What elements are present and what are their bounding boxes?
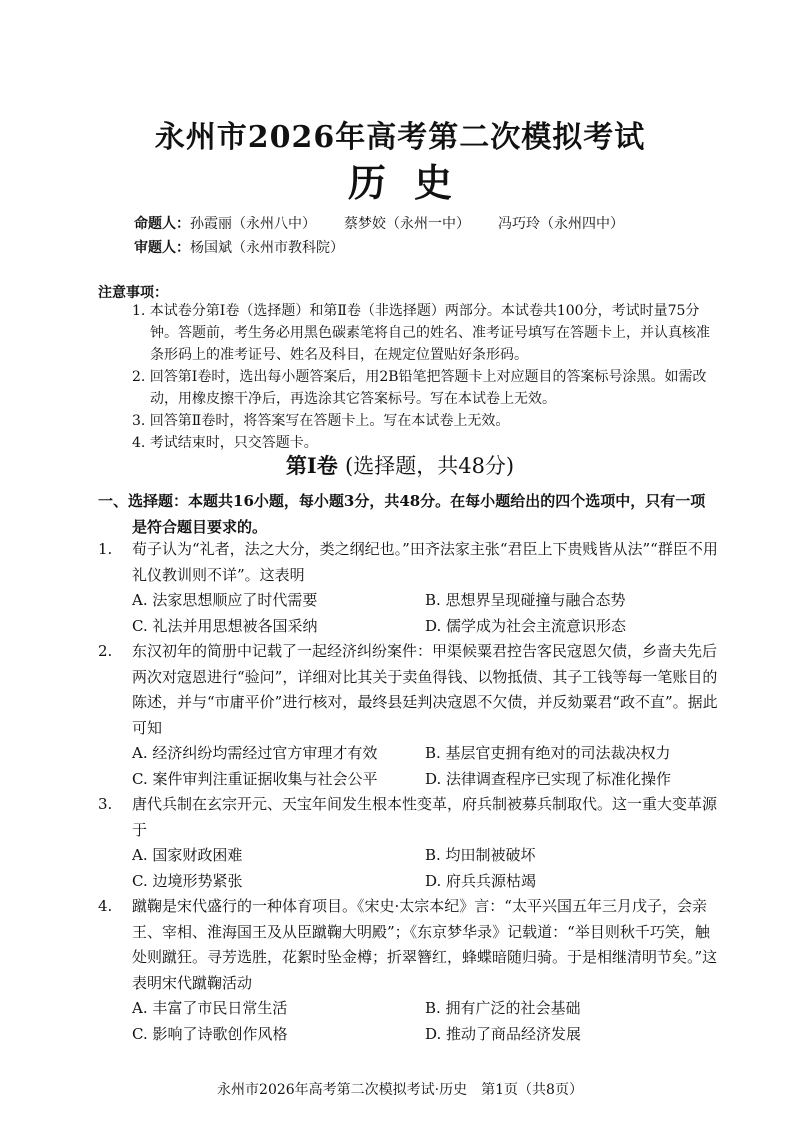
notice-item: 2. 回答第Ⅰ卷时，选出每小题答案后，用2B铅笔把答题卡上对应题目的答案标号涂黑。如需改动，用橡皮擦干净后，再选涂其它答案标号。写在本试卷上无效。 bbox=[132, 369, 707, 407]
reviewer-label: 审题人： bbox=[134, 240, 190, 256]
authors-block bbox=[134, 212, 624, 260]
option: D. 府兵兵源枯竭 bbox=[425, 871, 537, 890]
section-subtitle: (选择题，共48分) bbox=[345, 454, 515, 478]
options bbox=[132, 996, 718, 1047]
question-stem: 唐代兵制在玄宗开元、天宝年间发生根本性变革，府兵制被募兵制取代。这一重大变革源于 bbox=[132, 795, 718, 839]
question-list bbox=[98, 537, 718, 1047]
options bbox=[132, 741, 718, 792]
option: C. 案件审判注重证据收集与社会公平 bbox=[132, 769, 378, 788]
author-name: 冯巧玲（永州四中） bbox=[498, 216, 624, 232]
exam-title: 永州市2026年高考第二次模拟考试 bbox=[154, 120, 646, 155]
authors-label: 命题人： bbox=[134, 216, 190, 232]
section-title: 第Ⅰ卷 bbox=[285, 453, 338, 478]
notice-item: 3. 回答第Ⅱ卷时，将答案写在答题卡上。写在本试卷上无效。 bbox=[132, 413, 510, 429]
option: C. 礼法并用思想被各国采纳 bbox=[132, 616, 318, 635]
option: D. 儒学成为社会主流意识形态 bbox=[425, 616, 627, 635]
notice-list bbox=[132, 300, 712, 454]
reviewer-row bbox=[134, 236, 624, 260]
question bbox=[98, 639, 718, 792]
option: D. 法律调查程序已实现了标准化操作 bbox=[425, 769, 672, 788]
question-number: 3. bbox=[98, 795, 113, 813]
options bbox=[132, 588, 718, 639]
section-heading bbox=[0, 450, 800, 480]
subject-title: 历史 bbox=[347, 160, 480, 205]
options bbox=[132, 843, 718, 894]
question bbox=[98, 537, 718, 639]
option: B. 均田制被破坏 bbox=[425, 846, 536, 864]
option: B. 拥有广泛的社会基础 bbox=[425, 999, 581, 1017]
option: A. 法家思想顺应了时代需要 bbox=[132, 591, 318, 609]
question-stem: 蹴鞠是宋代盛行的一种体育项目。《宋史·太宗本纪》言：“太平兴国五年三月戊子，会亲王、宰相、淮海国王及从臣蹴鞠大明殿”；《东京梦华录》记载道：“举目则秋千巧笑，触处则蹴狂。寻芳选胜，花絮时坠金樽；折翠簪红，蜂蝶暗随归骑。于是相继清明节矣。”这表明宋代蹴鞠活动 bbox=[132, 897, 718, 992]
reviewer-name: 杨国斌（永州市教科院） bbox=[190, 240, 344, 256]
option: C. 边境形势紧张 bbox=[132, 871, 243, 890]
question-number: 1. bbox=[98, 540, 113, 558]
option: A. 丰富了市民日常生活 bbox=[132, 999, 288, 1017]
author-name: 蔡梦姣（永州一中） bbox=[344, 216, 470, 232]
option: B. 思想界呈现碰撞与融合态势 bbox=[425, 591, 626, 609]
option: C. 影响了诗歌创作风格 bbox=[132, 1024, 288, 1043]
option: D. 推动了商品经济发展 bbox=[425, 1024, 582, 1043]
notice-item: 1. 本试卷分第Ⅰ卷（选择题）和第Ⅱ卷（非选择题）两部分。本试卷共100分，考试时量75分钟。答题前，考生务必用黑色碳素笔将自己的姓名、准考证号填写在答题卡上，并认真核准条形码上的准考证号、姓名及科目，在规定位置贴好条形码。 bbox=[132, 303, 710, 363]
authors-row bbox=[134, 212, 624, 236]
notice-item: 4. 考试结束时，只交答题卡。 bbox=[132, 435, 318, 451]
question-number: 2. bbox=[98, 642, 113, 660]
question-stem: 荀子认为“礼者，法之大分，类之纲纪也。”田齐法家主张“君臣上下贵贱皆从法”“群臣不用礼仪教训则不详”。这表明 bbox=[132, 540, 718, 584]
option: A. 国家财政困难 bbox=[132, 846, 243, 864]
question bbox=[98, 894, 718, 1047]
question bbox=[98, 792, 718, 894]
question-stem: 东汉初年的简册中记载了一起经济纠纷案件：甲渠候粟君控告客民寇恩欠债，乡啬夫先后两次对寇恩进行“验问”，详细对比其关于卖鱼得钱、以物抵债、其子工钱等每一笔账目的陈述，并与“市庸平价”进行核对，最终县廷判决寇恩不欠债，并反劾粟君“政不直”。据此可知 bbox=[132, 642, 718, 737]
notice-heading: 注意事项： bbox=[98, 285, 168, 301]
option: A. 经济纠纷均需经过官方审理才有效 bbox=[132, 744, 378, 762]
question-number: 4. bbox=[98, 897, 113, 915]
page-footer: 永州市2026年高考第二次模拟考试·历史 第1页（共8页） bbox=[217, 1082, 583, 1098]
part-instructions: 一、选择题：本题共16小题，每小题3分，共48分。在每小题给出的四个选项中，只有一项是符合题目要求的。 bbox=[98, 492, 706, 536]
option: B. 基层官吏拥有绝对的司法裁决权力 bbox=[425, 744, 671, 762]
author-name: 孙霞丽（永州八中） bbox=[190, 216, 316, 232]
